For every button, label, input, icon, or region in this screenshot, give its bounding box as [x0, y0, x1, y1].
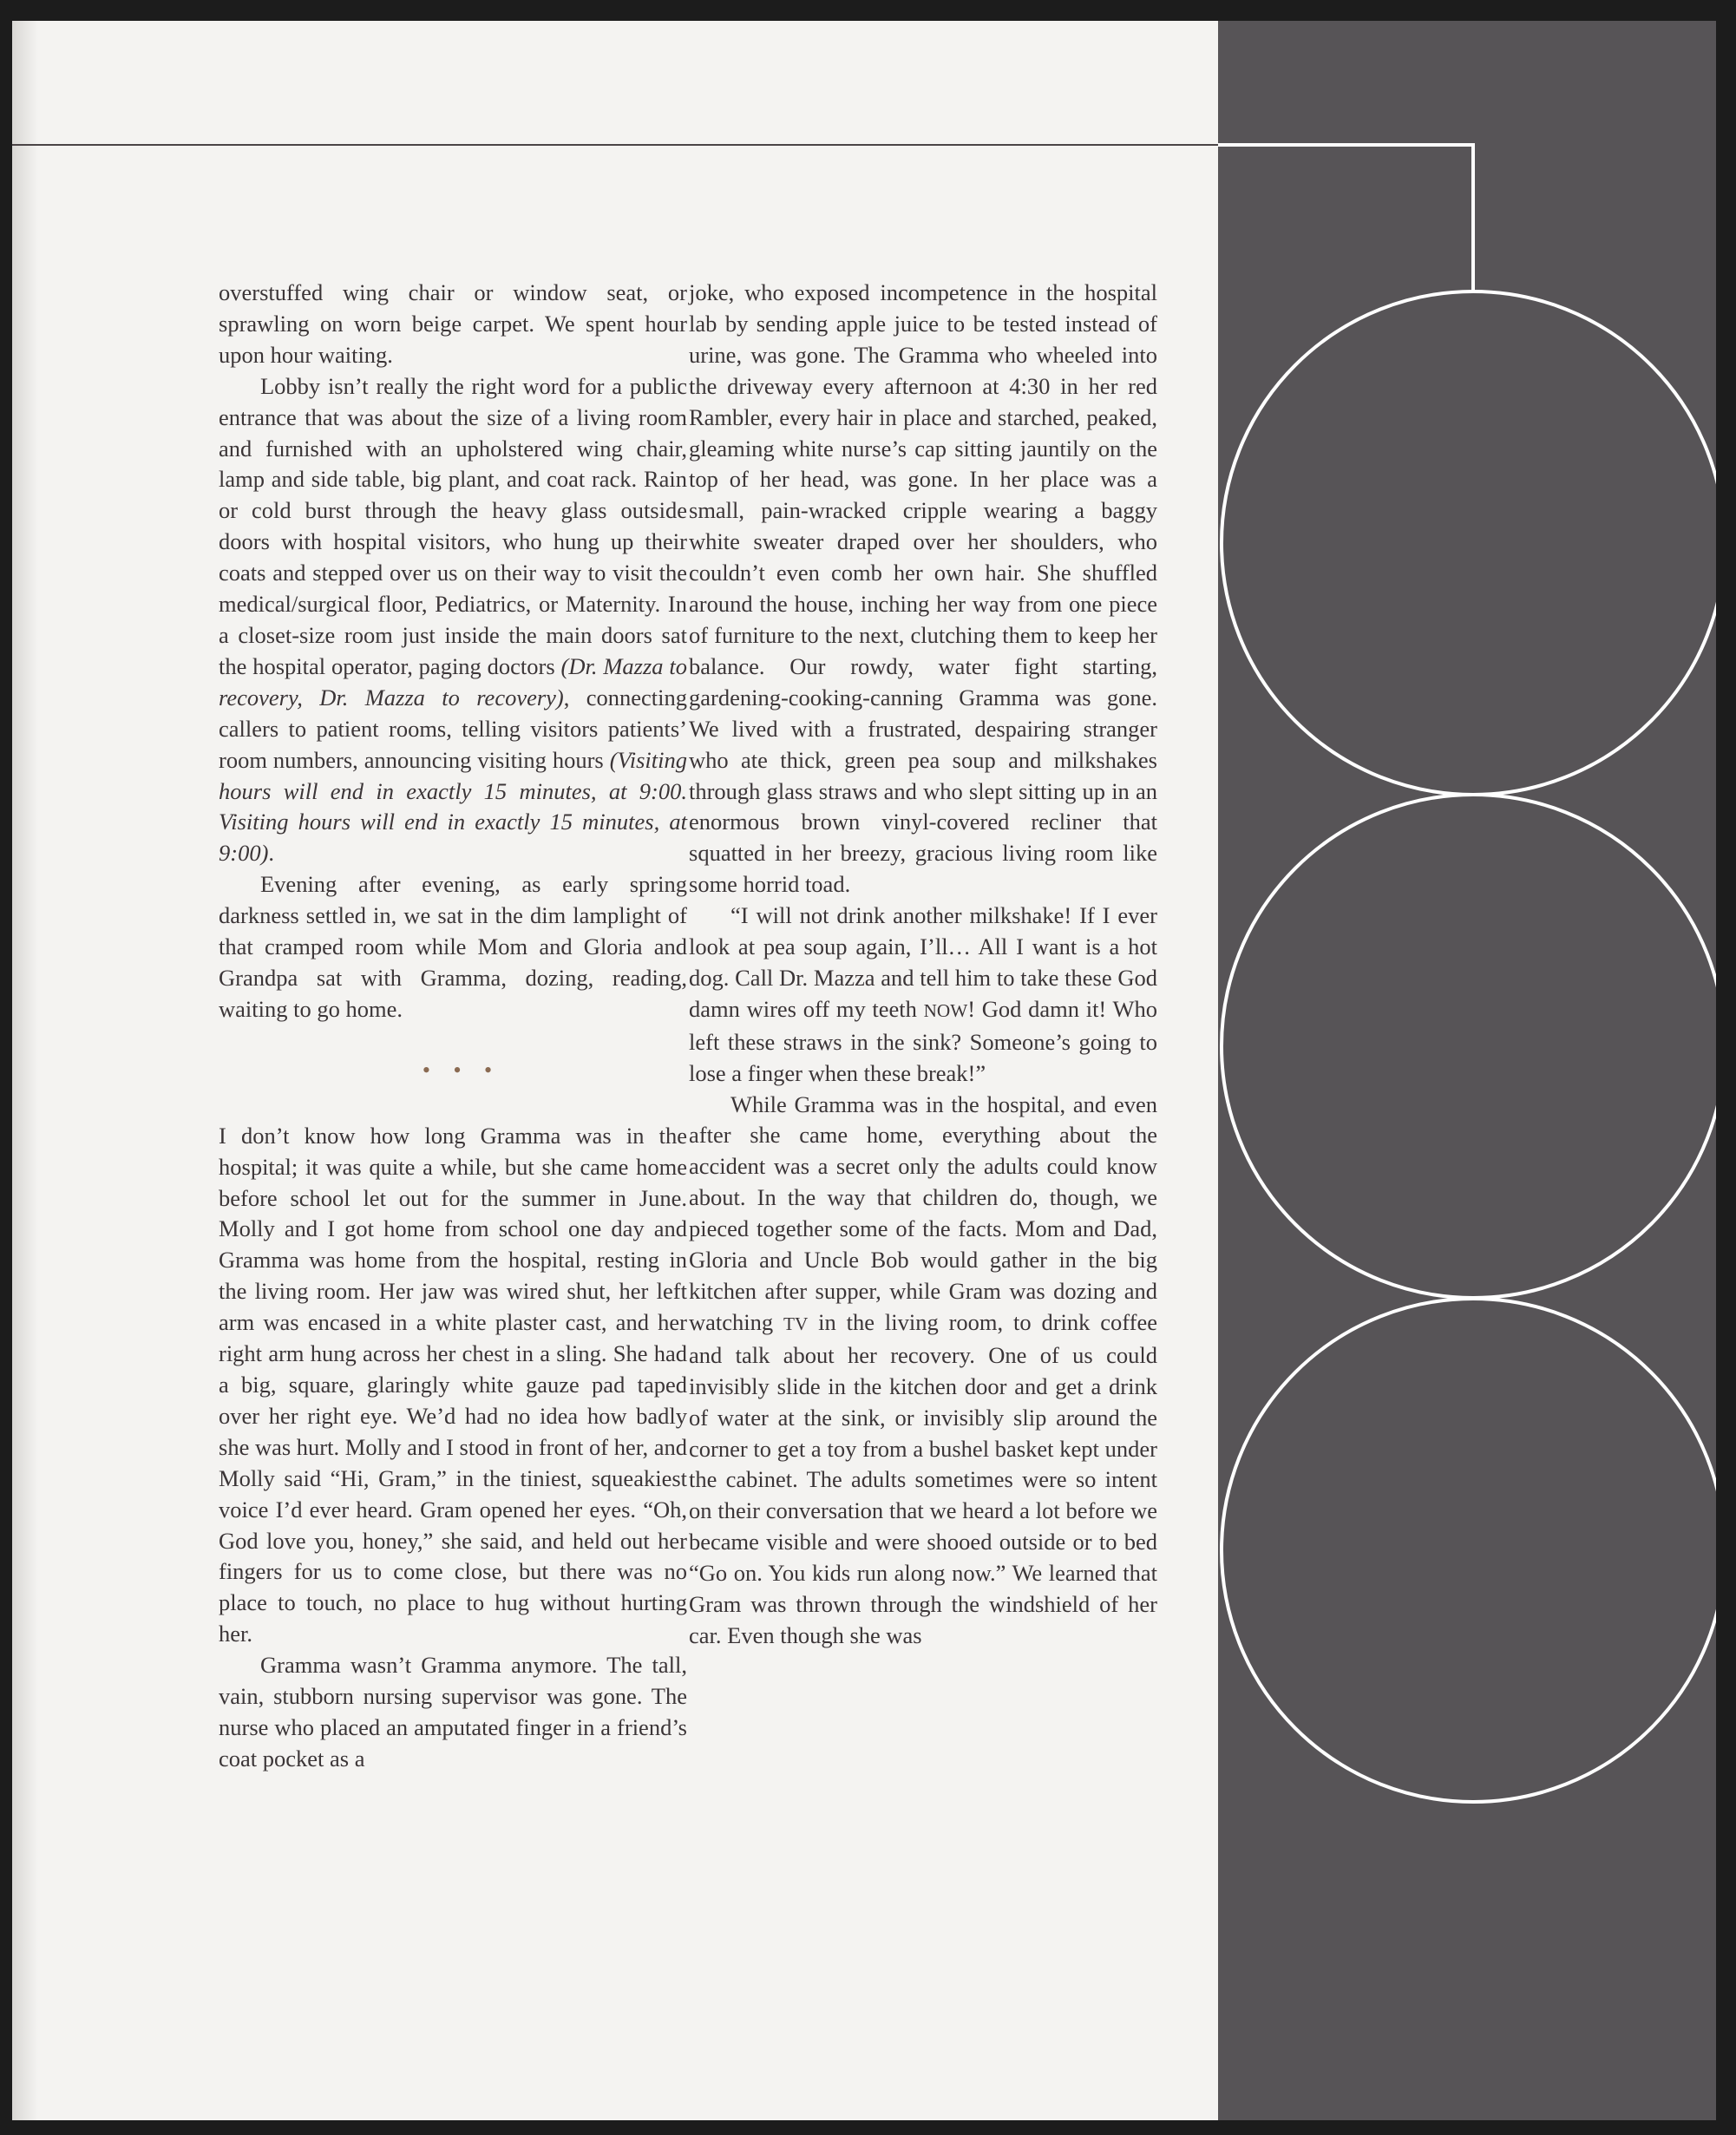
paragraph: Evening after evening, as early spring darkness settled in, we sat in the dim lamplight of that cramped room while Mom and Gloria and Grandpa sat with Gramma, dozing, reading, waiting to go home. — [219, 871, 687, 1022]
circle-top-icon — [1222, 291, 1716, 795]
small-caps-tv: TV — [783, 1313, 809, 1334]
small-caps-now: NOW — [923, 999, 968, 1021]
paragraph: Gramma wasn’t Gramma anymore. The tall, vain, stubborn nursing supervisor was gone. The nurse who placed an amputated finger in a friend’s coat pocket as a — [219, 1652, 687, 1772]
visiting-hours-italic: (Visiting hours will end in exactly 15 minutes, at 9:00. Visiting hours will end in exactly 15 minutes, at 9:00) — [219, 746, 687, 867]
paragraph: joke, who exposed incompetence in the hospital lab by sending apple juice to be tested instead of urine, was gone. The Gramma who wheeled into the driveway every afternoon at 4:30 in her red Rambler, every hair in place and starched, peaked, gleaming white nurse’s cap sitting jauntily on the top of her head, was gone. In her place was a small, pain-wracked cripple wearing a baggy white sweater draped over her shoulders, who couldn’t even comb her own hair. She shuffled around the house, inching her way from one piece of furniture to the next, clutching them to keep her balance. Our rowdy, water fight starting, gardening-cooking-canning Gramma was gone. We lived with a frustrated, despairing stranger who ate thick, green pea soup and milkshakes through glass straws and who slept sitting up in an enormous brown vinyl-covered recliner that squatted in her breezy, gracious living room like some horrid toad. — [689, 279, 1157, 898]
paragraph: While Gramma was in the hospital, and even after she came home, everything about the accident was a secret only the adults could know about. In the way that children do, though, we pieced together some of the facts. Mom and Dad, Gloria and Uncle Bob would gather in the big kitchen after supper, while Gram was dozing and watching TV in the living room, to drink coffee and talk about her recovery. One of us could invisibly slide in the kitchen door and get a drink of water at the sink, or invisibly slip around the corner to get a toy from a bushel basket kept under the cabinet. The adults sometimes were so intent on their conversation that we heard a lot before we became visible and were shooed outside or to bed “Go on. You kids run along now.” We learned that Gram was thrown through the windshield of her car. Even though she was — [689, 1090, 1157, 1648]
circle-middle-icon — [1222, 795, 1716, 1298]
circle-bottom-icon — [1222, 1299, 1716, 1802]
right-text-column — [689, 278, 1157, 1652]
book-page — [12, 21, 1716, 2120]
connector-line — [1218, 145, 1473, 291]
paragraph: I don’t know how long Gramma was in the hospital; it was quite a while, but she came home before school let out for the summer in June. Molly and I got home from school one day and Gramma was home from the hospital, resting in the living room. Her jaw was wired shut, her left arm was encased in a white plaster cast, and her right arm hung across her chest in a sling. She had a big, square, glaringly white gauze pad taped over her right eye. We’d had no idea how badly she was hurt. Molly and I stood in front of her, and Molly said “Hi, Gram,” in the tiniest, squeakiest voice I’d ever heard. Gram opened her eyes. “Oh, God love you, honey,” she said, and held out her fingers for us to come close, but there was no place to touch, no place to hug without hurting her. — [219, 1122, 687, 1647]
paragraph: “I will not drink another milkshake! If I ever look at pea soup again, I’ll… All I want is a hot dog. Call Dr. Mazza and tell him to take these God damn wires off my teeth NOW! God damn it! Who left these straws in the sink? Someone’s going to lose a finger when these break!” — [689, 902, 1158, 1086]
paragraph: overstuffed wing chair or window seat, or sprawling on worn beige carpet. We spent hour upon hour waiting. — [219, 279, 687, 368]
section-separator: • • • — [422, 1057, 501, 1083]
left-text-column — [219, 278, 687, 1775]
operator-page-italic: (Dr. Mazza to recovery, Dr. Mazza to recovery) — [219, 652, 687, 711]
paragraph: Lobby isn’t really the right word for a public entrance that was about the size of a living room and furnished with an upholstered wing chair, lamp and side table, big plant, and coat rack. Rain or cold burst through the heavy glass outside doors with hospital visitors, who hung up their coats and stepped over us on their way to visit the medical/surgical floor, Pediatrics, or Maternity. In a closet-size room just inside the main doors sat the hospital operator, paging doctors (Dr. Mazza to recovery, Dr. Mazza to recovery), connecting callers to patient rooms, telling visitors patients’ room numbers, announcing visiting hours (Visiting hours will end in exactly 15 minutes, at 9:00. Visiting hours will end in exactly 15 minutes, at 9:00). — [219, 372, 688, 867]
